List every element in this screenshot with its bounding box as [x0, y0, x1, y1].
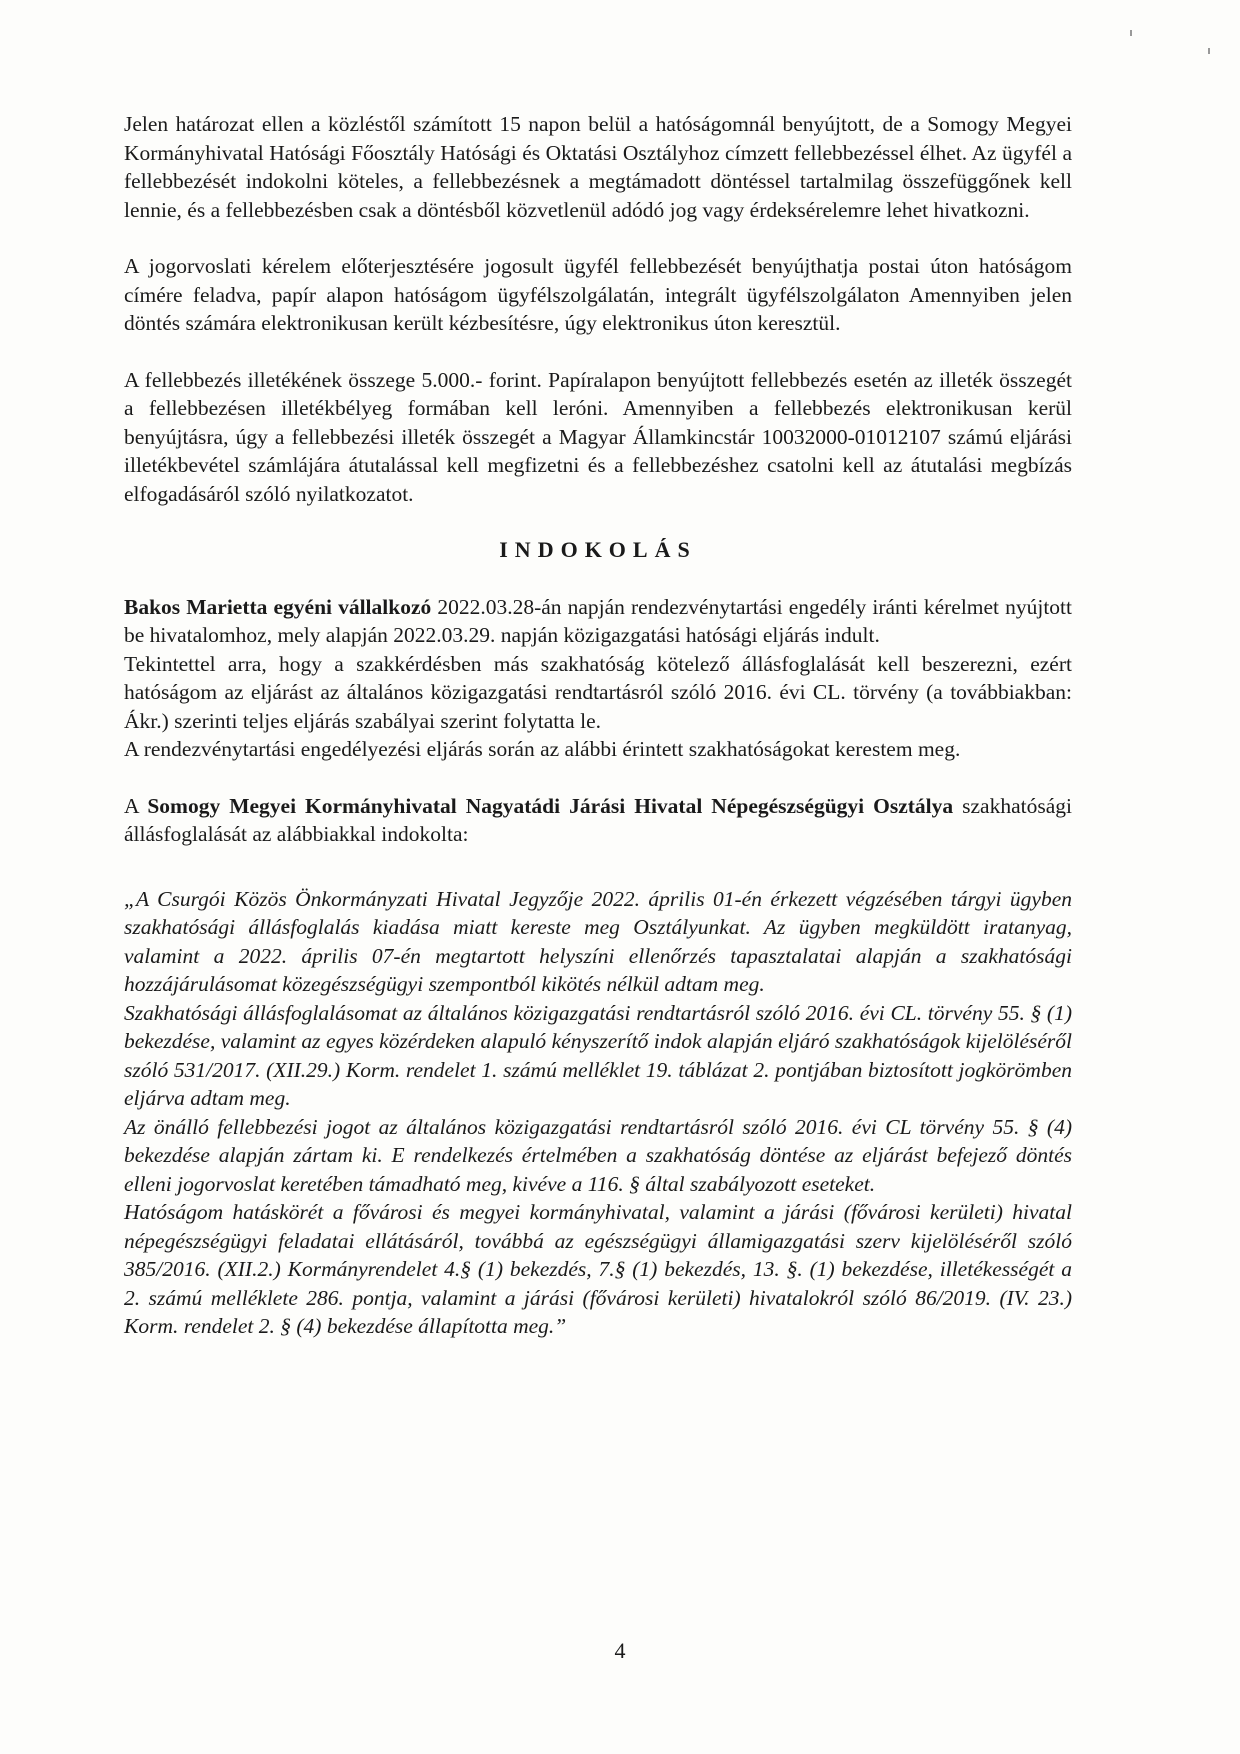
quote-paragraph-2: Szakhatósági állásfoglalásomat az általános közigazgatási rendtartásról szóló 2016. évi CL. törvény 55. § (1) bekezdése, valamint az egyes közérdeken alapuló kényszerítő indok alapján eljáró szakhatóságok kijelöléséről szóló 531/2017. (XII.29.) Korm. rendelet 1. számú melléklet 19. táblázat 2. pontjában biztosított jogkörömben eljárva adtam meg. [124, 1000, 1072, 1110]
authority-name: Somogy Megyei Kormányhivatal Nagyatádi Járási Hivatal Népegészségügyi Osztálya [147, 793, 954, 818]
reasoning-paragraph-2: Tekintettel arra, hogy a szakkérdésben más szakhatóság kötelező állásfoglalását kell beszerezni, ezért hatóságom az eljárást az általános közigazgatási rendtartásról szóló 2016. évi CL. törvény (a továbbiakban: Ákr.) szerinti teljes eljárás szabályai szerint folytatta le. [124, 651, 1072, 733]
reasoning-suffix: szakhatósági állásfoglalását az alábbiakkal indokolta: [124, 793, 1072, 846]
quote-paragraph-1: „A Csurgói Közös Önkormányzati Hivatal Jegyzője 2022. április 01-én érkezett végzésében tárgyi ügyben szakhatósági állásfoglalás kiadása miatt kereste meg Osztályunkat. Az ügyben megküldött iratanyag, valamint a 2022. április 07-én megtartott helyszíni ellenőrzés tapasztalatai alapján a szakhatósági hozzájárulásomat közegészségügyi szempontból kikötés nélkül adtam meg. [124, 886, 1072, 996]
appeal-paragraph: Jelen határozat ellen a közléstől számított 15 napon belül a hatóságomnál benyújtott, de a Somogy Megyei Kormányhivatal Hatósági Főosztály Hatósági és Oktatási Osztályhoz címzett fellebbezéssel élhet. Az ügyfél a fellebbezését indokolni köteles, a fellebbezésnek a megtámadott döntéssel tartalmilag összefüggőnek kell lennie, és a fellebbezésben csak a döntésből közvetlenül adódó jog vagy érdeksérelemre lehet hivatkozni. [124, 112, 1072, 222]
document-page [124, 110, 1072, 1341]
quoted-statement [124, 885, 1072, 1341]
reasoning-text: 2022.03.28-án napján rendezvénytartási engedély iránti kérelmet nyújtott be hivatalomhoz, mely alapján 2022.03.29. napján közigazgatási hatósági eljárás indult. [124, 594, 1073, 647]
quote-paragraph-4: Hatóságom hatáskörét a fővárosi és megyei kormányhivatal, valamint a járási (fővárosi kerületi) hivatal népegészségügyi feladatai ellátásáról, továbbá az egészségügyi államigazgatási szerv kijelöléséről szóló 385/2016. (XII.2.) Kormányrendelet 4.§ (1) bekezdés, 7.§ (1) bekezdés, 13. §. (1) bekezdése, illetékességét a 2. számú melléklete 286. pontja, valamint a járási (fővárosi kerületi) hivatalokról szóló 86/2019. (IV. 23.) Korm. rendelet 2. § (4) bekezdése állapította meg.” [124, 1200, 1072, 1338]
reasoning-paragraph-3: A rendezvénytartási engedélyezési eljárás során az alábbi érintett szakhatóságokat kerestem meg. [124, 737, 961, 761]
reasoning-paragraph-4 [124, 792, 1072, 849]
reasoning-paragraph-1 [124, 593, 1072, 650]
quote-paragraph-3: Az önálló fellebbezési jogot az általános közigazgatási rendtartásról szóló 2016. évi CL törvény 55. § (4) bekezdése alapján zártam ki. E rendelkezés értelmében a szakhatóság döntése az eljárást befejező döntés elleni jogorvoslat keretében támadható meg, kivéve a 116. § által szabályozott eseteket. [124, 1114, 1072, 1196]
scan-speck [1208, 48, 1210, 54]
page-number: 4 [614, 1638, 626, 1663]
reasoning-prefix: A [124, 793, 148, 818]
scan-speck [1130, 30, 1132, 36]
appeal-fee-paragraph: A fellebbezés illetékének összege 5.000.- forint. Papíralapon benyújtott fellebbezés esetén az illeték összegét a fellebbezésen illetékbélyeg formában kell leróni. Amennyiben a fellebbezés elektronikusan kerül benyújtásra, úgy a fellebbezési illeték összegét a Magyar Államkincstár 10032000-01012107 számú eljárási illetékbevétel számlájára átutalással kell megfizetni és a fellebbezéshez csatolni kell az átutalási megbízás elfogadásáról szóló nyilatkozatot. [124, 367, 1072, 506]
applicant-name: Bakos Marietta egyéni vállalkozó [124, 594, 432, 619]
appeal-submission-paragraph: A jogorvoslati kérelem előterjesztésére jogosult ügyfél fellebbezését benyújthatja postai úton hatóságom címére feladva, papír alapon hatóságom ügyfélszolgálatán, integrált ügyfélszolgálaton Amennyiben jelen döntés számára elektronikusan került kézbesítésre, úgy elektronikus úton keresztül. [124, 254, 1072, 335]
section-heading: INDOKOLÁS [499, 537, 697, 562]
